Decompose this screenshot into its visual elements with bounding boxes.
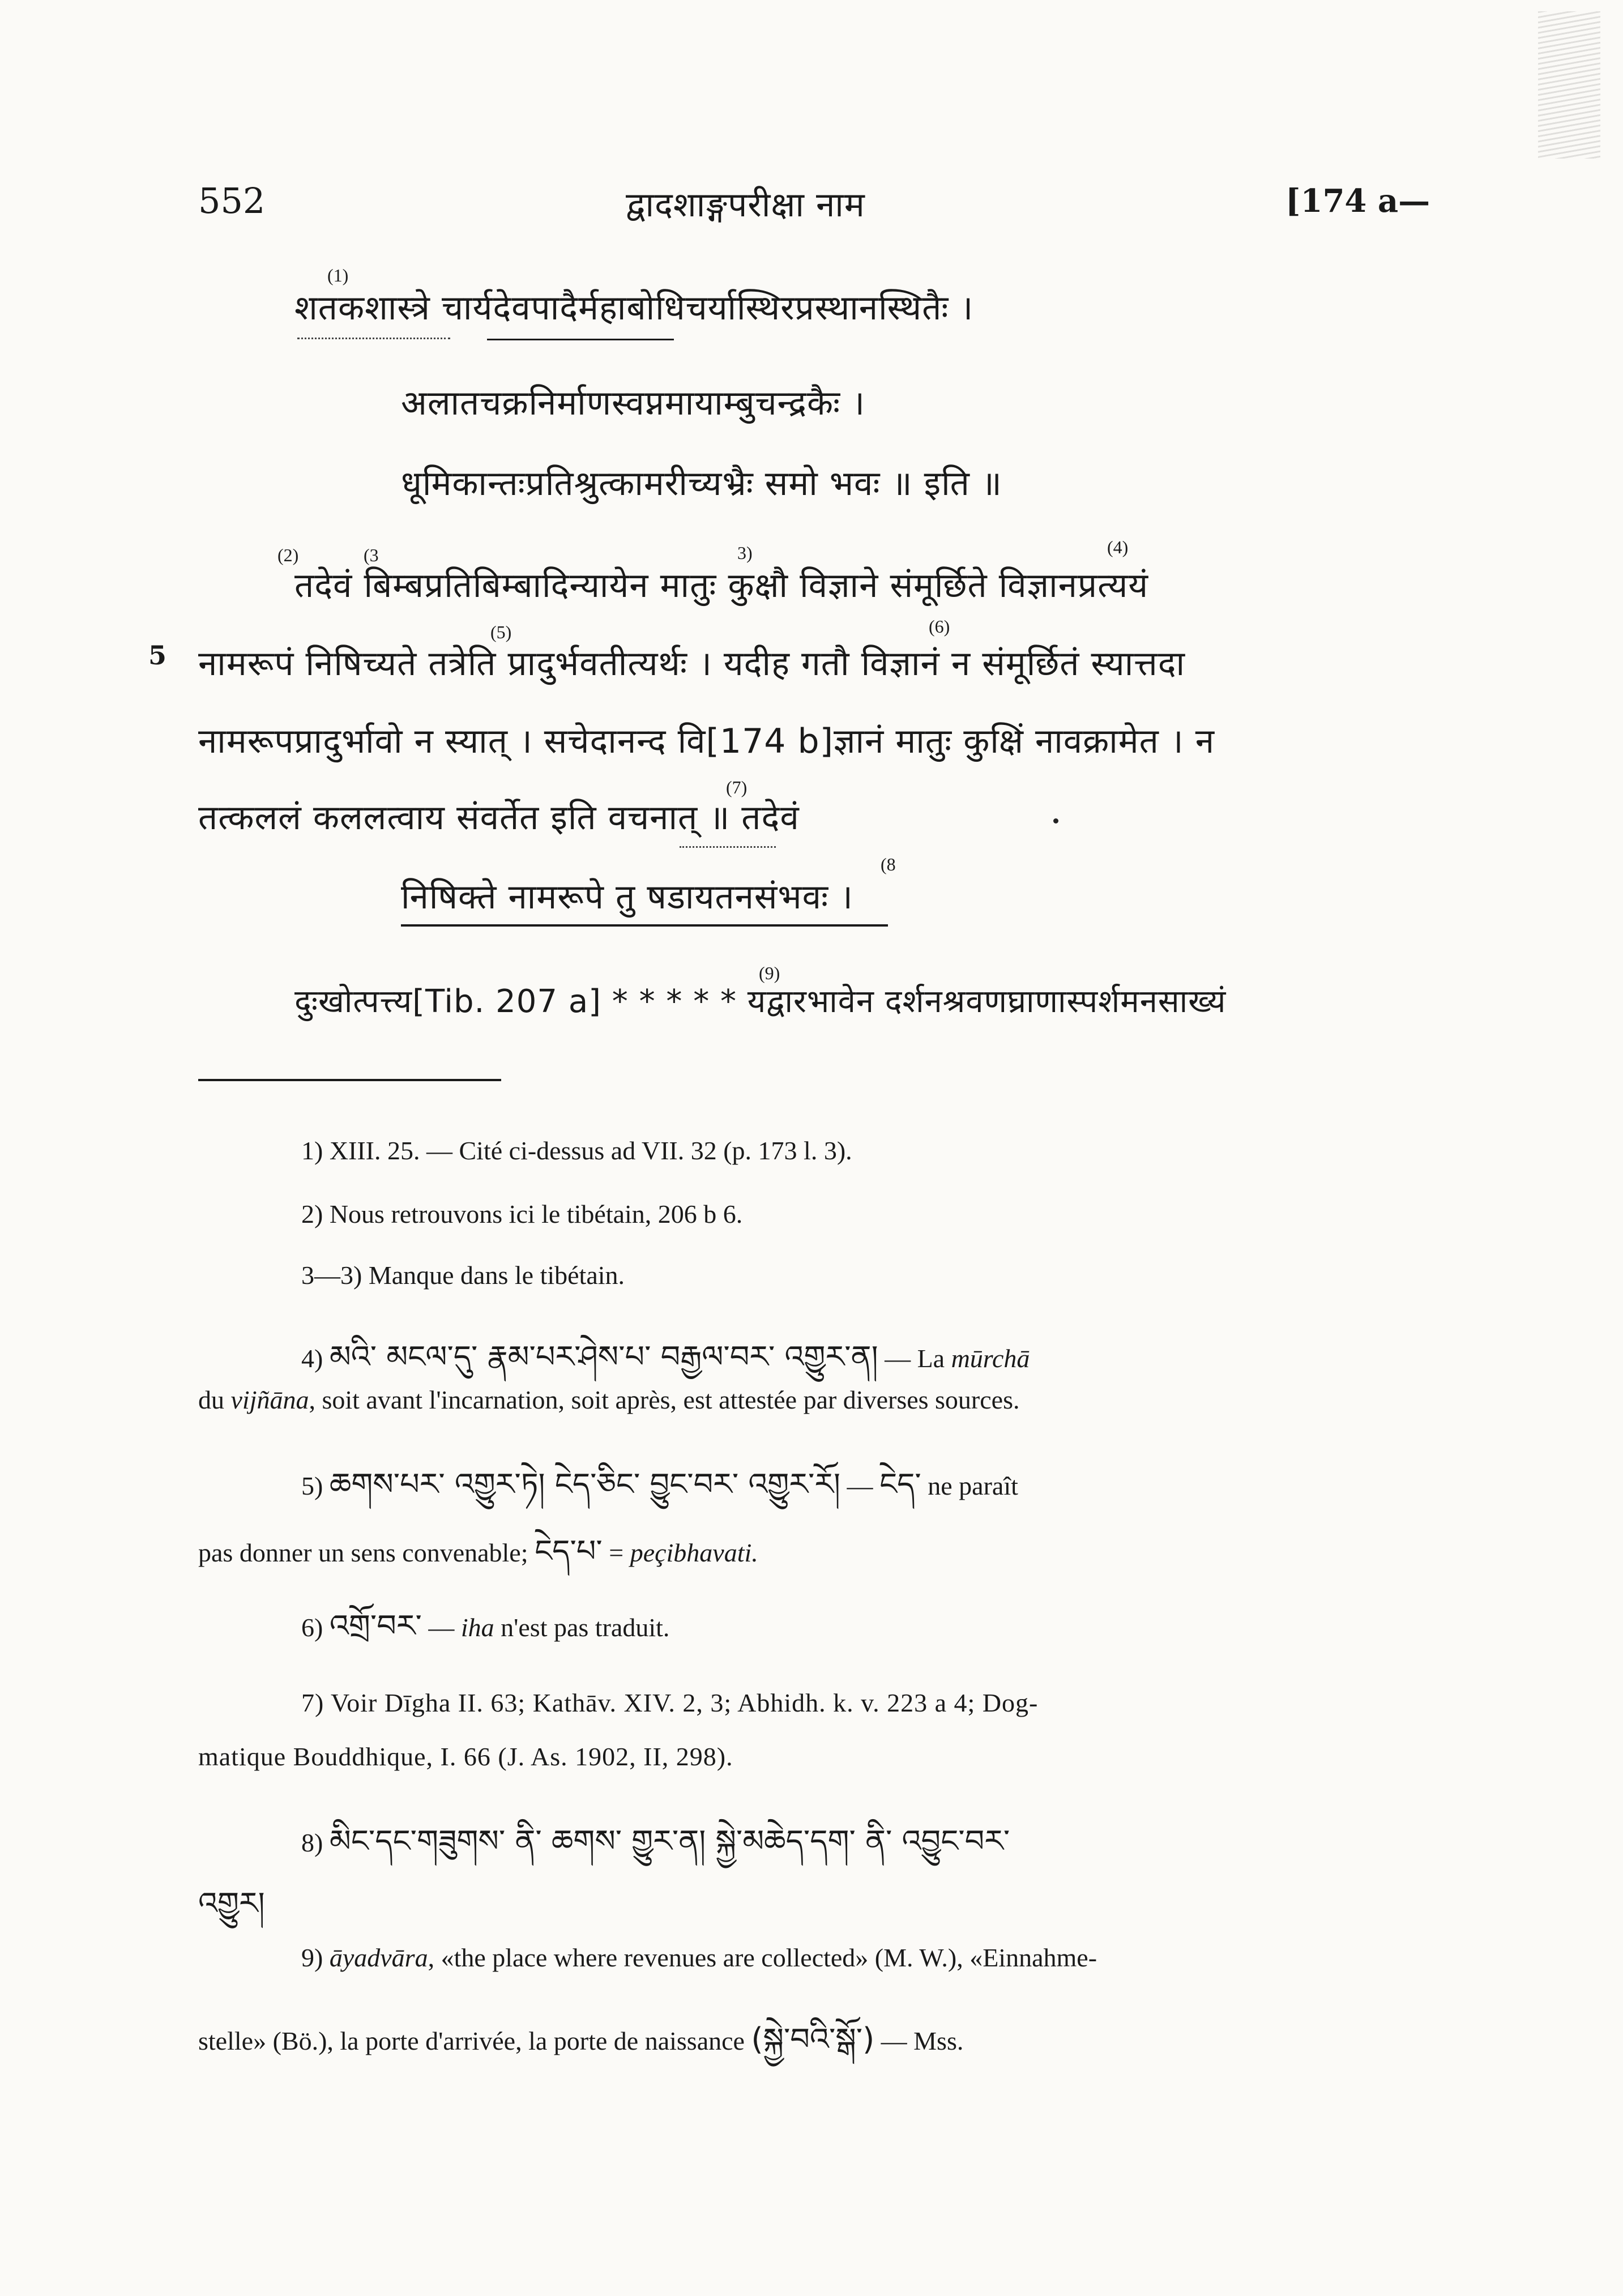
footnote-mark-3-close: 3) (737, 543, 753, 563)
underline-verse-2 (401, 924, 888, 927)
page-number: 552 (198, 180, 266, 221)
footnote-4-dash: — La (885, 1344, 945, 1373)
footnote-9-tibetan: (སྐྱེ་བའི་སྒོ་) (751, 2021, 875, 2057)
footnote-1: 1) XIII. 25. — Cité ci-dessus ad VII. 32 (p. 173 l. 3). (301, 1136, 852, 1165)
footnote-5-equals: = (609, 1538, 624, 1567)
footnote-mark-7: (7) (726, 777, 748, 797)
wavy-mark-1 (297, 330, 450, 339)
footnote-9-text: , «the place where revenues are collected» (M. W.), «Einnahme- (428, 1943, 1097, 1972)
footnote-5-number: 5) (301, 1471, 323, 1500)
footnote-5-tibetan: ཆགས་པར་ འགྱུར་ཏེ། ངེད་ཅིང་ བྱུང་བར་ འགྱུར་རོ། (329, 1466, 840, 1502)
footnote-6 (301, 1591, 669, 1678)
footnote-4-term2: vijñāna (230, 1385, 309, 1414)
paragraph-line-1: तदेवं बिम्बप्रतिबिम्बादिन्यायेन मातुः कुक्षौ विज्ञाने संमूर्छिते विज्ञानप्रत्ययं (294, 566, 1149, 605)
footnote-4-number: 4) (301, 1344, 323, 1373)
footnote-9-continuation (198, 2005, 963, 2091)
footnote-mark-9: (9) (759, 963, 780, 983)
footnote-4-continuation (198, 1385, 1020, 1415)
footnote-5-tibetan-3: ངེད་པ་ (535, 1533, 603, 1569)
running-title: द्वादशाङ्गपरीक्षा नाम (626, 185, 865, 225)
footnote-9-term: āyadvāra (329, 1943, 428, 1972)
footnote-6-dash: — (428, 1613, 455, 1642)
footnote-6-tibetan: འགྲོ་བར་ (329, 1608, 422, 1644)
sanskrit-line-1: शतकशास्त्रे चार्यदेवपादैर्महाबोधिचर्यास्थिरप्रस्थानस्थितैः । (294, 288, 974, 328)
verse-2: निषिक्ते नामरूपे तु षडायतनसंभवः । (401, 877, 853, 917)
footnote-4-text: , soit avant l'incarnation, soit après, est attestée par diverses sources. (309, 1385, 1020, 1414)
footnote-mark-4: (4) (1107, 537, 1129, 557)
paragraph-line-2: नामरूपं निषिच्यते तत्रेति प्रादुर्भवतीत्यर्थः । यदीह गतौ विज्ञानं न संमूर्छितं स्यात्तदा (198, 644, 1186, 684)
footnote-8-tibetan: མིང་དང་གཟུགས་ ནི་ ཆགས་ གྱུར་ན། སྐྱེ་མཆེད་དག་ ནི་ འབྱུང་བར་ (329, 1823, 1010, 1859)
footnote-4-term: mūrchā (951, 1344, 1030, 1373)
footnote-6-text: n'est pas traduit. (501, 1613, 670, 1642)
footnote-8-continuation: འགྱུར། (198, 1885, 265, 1921)
footnote-3: 3—3) Manque dans le tibétain. (301, 1261, 625, 1290)
stray-dot (1053, 818, 1058, 823)
footnote-8-number: 8) (301, 1828, 323, 1857)
footnote-5-text: ne paraît (928, 1471, 1018, 1500)
footnote-9-number: 9) (301, 1943, 323, 1972)
footnote-4-tibetan: མའི་ མངལ་དུ་ རྣམ་པར་ཤེས་པ་ བརྒྱལ་བར་ འགྱུར་ན། (329, 1339, 878, 1375)
footnote-mark-5: (5) (490, 622, 512, 642)
footnote-8 (301, 1807, 1010, 1893)
sanskrit-last-line: दुःखोत्पत्त्य[Tib. 207 a] * * * * * यद्वारभावेन दर्शनश्रवणघ्राणास्पर्शमनसाख्यं (294, 983, 1227, 1020)
paragraph-line-3: नामरूपप्रादुर्भावो न स्यात् । सचेदानन्द वि[174 b]ज्ञानं मातुः कुक्षिं नावक्रामेत । न (198, 722, 1215, 761)
footnote-7-line-2: matique Bouddhique, I. 66 (J. As. 1902, II, 298). (198, 1742, 733, 1771)
underline-1 (487, 339, 674, 340)
footnote-6-term: iha (460, 1613, 494, 1642)
footnote-mark-6: (6) (929, 616, 950, 637)
footnote-5-tibetan-2: ངེད་ (879, 1466, 921, 1502)
footnote-5-continuation (198, 1517, 758, 1603)
paragraph-line-4: तत्कललं कललत्वाय संवर्तेत इति वचनात् ॥ तदेवं (198, 798, 800, 838)
footnote-separator (198, 1079, 501, 1081)
footnote-2: 2) Nous retrouvons ici le tibétain, 206 b 6. (301, 1200, 743, 1228)
footnote-5-cont: pas donner un sens convenable; (198, 1538, 528, 1567)
verse-line-2: धूमिकान्तःप्रतिश्रुत्कामरीच्यभ्रैः समो भवः ॥ इति ॥ (401, 464, 1002, 503)
footnote-mark-1: (1) (327, 265, 349, 285)
footnote-4-du: du (198, 1385, 224, 1414)
scan-speckle (1538, 11, 1600, 159)
footnote-mark-3-open: (3 (364, 545, 379, 565)
footnote-5-dash: — (847, 1471, 873, 1500)
folio-reference: [174 a— (1285, 182, 1430, 220)
wavy-mark-7 (680, 840, 776, 848)
footnote-mark-2: (2) (277, 545, 299, 565)
footnote-7-line-1: 7) Voir Dīgha II. 63; Kathāv. XIV. 2, 3; Abhidh. k. v. 223 a 4; Dog- (301, 1688, 1039, 1717)
footnote-9-end: — Mss. (881, 2026, 964, 2055)
footnote-5-term: peçibhavati. (630, 1538, 758, 1567)
footnote-mark-8: (8 (881, 854, 896, 874)
footnote-9-cont: stelle» (Bö.), la porte d'arrivée, la porte de naissance (198, 2026, 745, 2055)
verse-line-1: अलातचक्रनिर्माणस्वप्नमायाम्बुचन्द्रकैः । (401, 383, 865, 423)
line-number-5: 5 (148, 640, 167, 671)
footnote-9 (301, 1943, 1097, 1973)
footnote-6-number: 6) (301, 1613, 323, 1642)
